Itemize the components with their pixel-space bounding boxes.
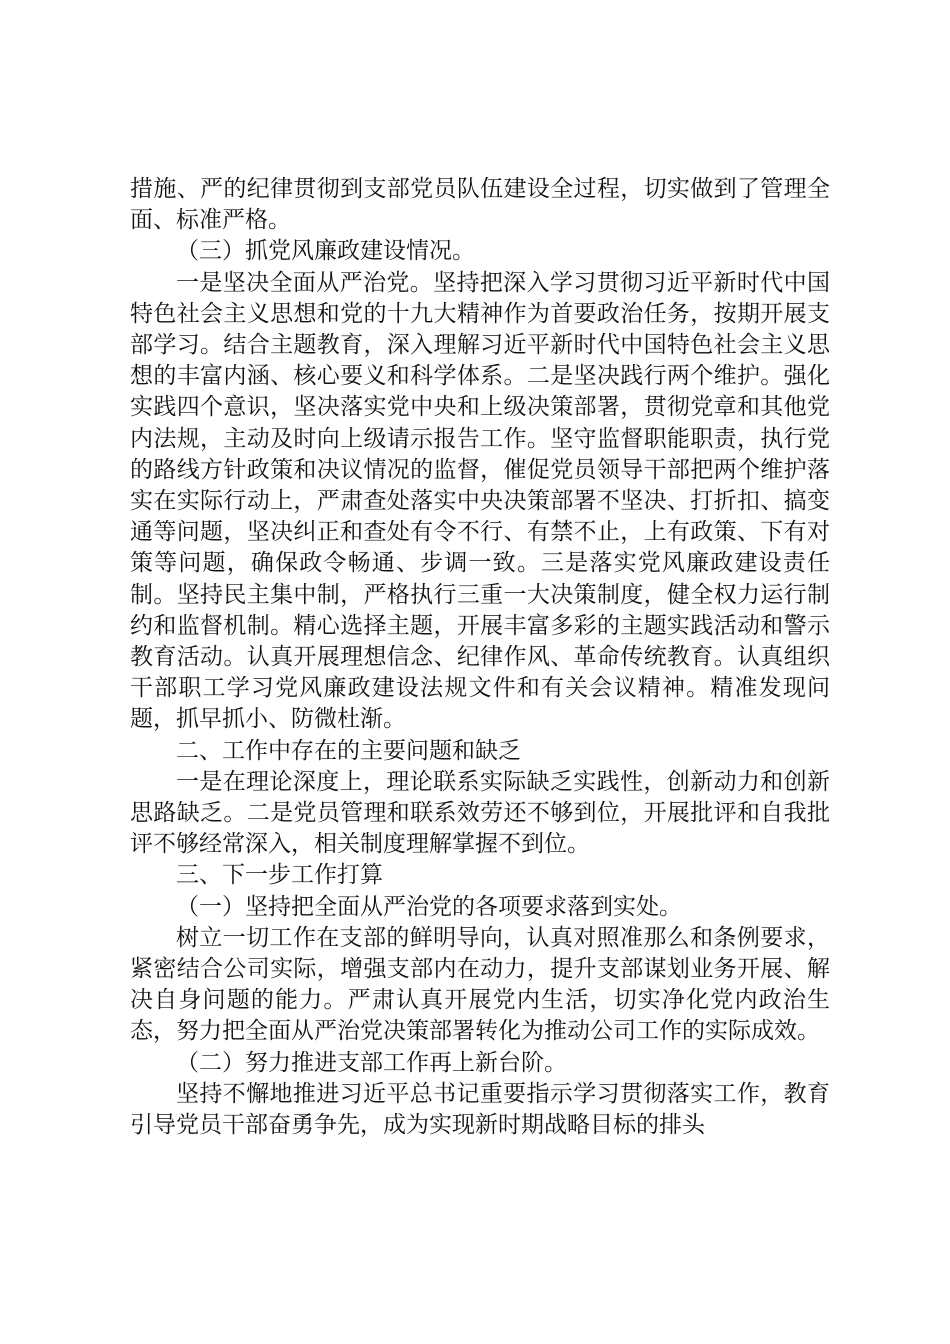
section-heading-next-steps: 三、下一步工作打算 bbox=[176, 862, 383, 889]
paragraph-next-step-2: 坚持不懈地推进习近平总书记重要指示学习贯彻落实工作，教育引导党员干部奋勇争先，成为实现新时期战略目标的排头 bbox=[130, 1080, 830, 1139]
paragraph-next-step-1: 树立一切工作在支部的鲜明导向，认真对照准那么和条例要求，紧密结合公司实际，增强支部内在动力，提升支部谋划业务开展、解决自身问题的能力。严肃认真开展党内生活，切实净化党内政治生态，努力把全面从严治党决策部署转化为推动公司工作的实际成效。 bbox=[130, 924, 830, 1045]
section-heading-problems: 二、工作中存在的主要问题和缺乏 bbox=[176, 737, 521, 764]
subsection-heading-2: （二）努力推进支部工作再上新台阶。 bbox=[176, 1049, 567, 1076]
document-page bbox=[130, 174, 830, 1141]
paragraph-problems: 一是在理论深度上，理论联系实际缺乏实践性，创新动力和创新思路缺乏。二是党员管理和联系效劳还不够到位，开展批评和自我批评不够经常深入，相关制度理解掌握不到位。 bbox=[130, 768, 830, 858]
paragraph-continuation: 措施、严的纪律贯彻到支部党员队伍建设全过程，切实做到了管理全面、标准严格。 bbox=[130, 176, 830, 234]
section-heading-3: （三）抓党风廉政建设情况。 bbox=[176, 238, 475, 265]
subsection-heading-1: （一）坚持把全面从严治党的各项要求落到实处。 bbox=[176, 893, 682, 920]
paragraph-party-conduct: 一是坚决全面从严治党。坚持把深入学习贯彻习近平新时代中国特色社会主义思想和党的十九大精神作为首要政治任务，按期开展支部学习。结合主题教育，深入理解习近平新时代中国特色社会主义思想的丰富内涵、核心要义和科学体系。二是坚决践行两个维护。强化实践四个意识，坚决落实党中央和上级决策部署，贯彻党章和其他党内法规，主动及时向上级请示报告工作。坚守监督职能职责，执行党的路线方针政策和决议情况的监督，催促党员领导干部把两个维护落实在实际行动上，严肃查处落实中央决策部署不坚决、打折扣、搞变通等问题，坚决纠正和查处有令不行、有禁不止，上有政策、下有对策等问题，确保政令畅通、步调一致。三是落实党风廉政建设责任制。坚持民主集中制，严格执行三重一大决策制度，健全权力运行制约和监督机制。精心选择主题，开展丰富多彩的主题实践活动和警示教育活动。认真开展理想信念、纪律作风、革命传统教育。认真组织干部职工学习党风廉政建设法规文件和有关会议精神。精准发现问题，抓早抓小、防微杜渐。 bbox=[130, 269, 830, 733]
